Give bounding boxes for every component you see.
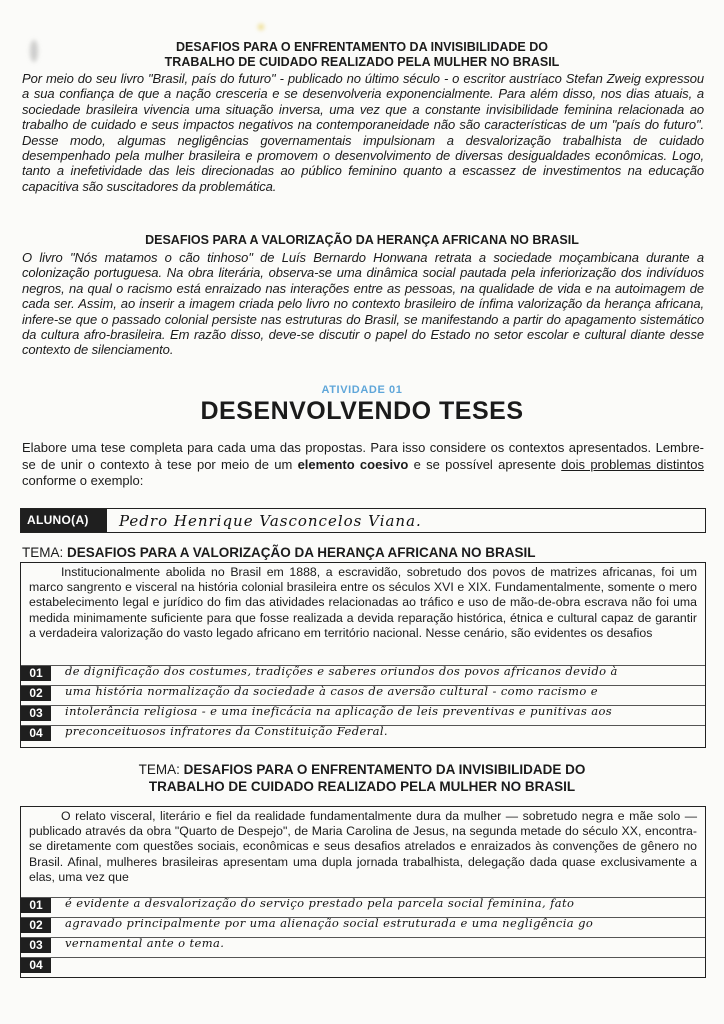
instructions-part2: e se possível apresente xyxy=(408,456,562,472)
handwritten-answer[interactable]: de dignificação dos costumes, tradições e saberes oriundos dos povos africanos devido à xyxy=(65,664,618,678)
scan-smudge xyxy=(258,24,264,30)
section1-title xyxy=(20,40,704,70)
tema1-context: Institucionalmente abolida no Brasil em 1888, a escravidão, sobretudo dos povos de matrizes africanas, foi um marco sangrento e visceral na história colonial brasileira entre os séculos XVI e XIX. Fundamentalmente, somente o mero estabelecimento legal e jurídico do fim das atividades relacionadas ao tráfico e uso de mão-de-obra escrava não foi uma medida minimamente suficiente para que fosse realizada a devida reparação histórica, étnica e cultural capaz de garantir a verdadeira valorização do vasto legado africano em território nacional. Nesse cenário, são evidentes os desafios xyxy=(29,565,697,640)
student-name-handwritten[interactable]: Pedro Henrique Vasconcelos Viana. xyxy=(119,512,422,530)
instructions-text xyxy=(22,440,704,490)
student-label: ALUNO(A) xyxy=(21,509,107,532)
line-number: 03 xyxy=(21,938,51,953)
line-number: 01 xyxy=(21,666,51,681)
line-number: 02 xyxy=(21,686,51,701)
tema1-heading xyxy=(22,545,536,560)
line-number: 03 xyxy=(21,706,51,721)
line-number: 04 xyxy=(21,726,51,741)
instructions-part3: conforme o exemplo: xyxy=(22,473,144,488)
answer-line[interactable] xyxy=(21,705,705,721)
line-number: 02 xyxy=(21,918,51,933)
handwritten-answer[interactable]: preconceituosos infratores da Constituição Federal. xyxy=(65,724,388,738)
tema1-box xyxy=(20,562,706,748)
line-number: 04 xyxy=(21,958,51,973)
line-number: 01 xyxy=(21,898,51,913)
tema2-box xyxy=(20,806,706,978)
tema2-context: O relato visceral, literário e fiel da realidade fundamentalmente dura da mulher — sobretudo negra e mãe solo — publicado através da obra "Quarto de Despejo", de Maria Carolina de Jesus, na segunda metade do século XX, encontra-se diretamente com questões sociais, econômicas e seus desafios atrelados e enraizados às convenções de gênero no Brasil. Afinal, mulheres brasileiras apresentam uma dupla jornada trabalhista, delegação dada quase exclusivamente a elas, uma vez que xyxy=(29,809,697,884)
answer-line[interactable] xyxy=(21,685,705,701)
tema2-prefix: TEMA: xyxy=(138,762,184,777)
handwritten-answer[interactable]: vernamental ante o tema. xyxy=(65,936,225,950)
handwritten-answer[interactable]: uma história normalização da sociedade à casos de aversão cultural - como racismo e xyxy=(65,684,598,698)
answer-line[interactable] xyxy=(21,957,705,973)
instructions-part1: Elabore uma tese completa para cada uma das propostas. Para isso considere os contextos apresentados. Lembre-se de unir o contexto à tese por meio de um xyxy=(22,440,704,472)
tema1-prefix: TEMA: xyxy=(22,545,68,560)
student-name-row xyxy=(20,508,706,533)
tema2-title-line2: TRABALHO DE CUIDADO REALIZADO PELA MULHER NO BRASIL xyxy=(148,779,576,794)
tema2-title-line1: DESAFIOS PARA O ENFRENTAMENTO DA INVISIBILIDADE DO xyxy=(183,762,586,777)
answer-line[interactable] xyxy=(21,665,705,681)
handwritten-answer[interactable]: intolerância religiosa - e uma ineficácia na aplicação de leis preventivas e punitivas aos xyxy=(65,704,613,718)
activity-label: ATIVIDADE 01 xyxy=(321,384,403,396)
activity-title: DESENVOLVENDO TESES xyxy=(200,397,524,425)
tema1-title: DESAFIOS PARA A VALORIZAÇÃO DA HERANÇA AFRICANA NO BRASIL xyxy=(67,545,536,560)
section1-title-line1: DESAFIOS PARA O ENFRENTAMENTO DA INVISIBILIDADE DO xyxy=(175,40,548,54)
tema2-heading xyxy=(20,761,704,795)
handwritten-answer[interactable]: agravado principalmente por uma alienação social estruturada e uma negligência go xyxy=(65,916,594,930)
answer-line[interactable] xyxy=(21,917,705,933)
instructions-underline: dois problemas distintos xyxy=(561,456,704,472)
instructions-bold: elemento coesivo xyxy=(297,456,409,472)
answer-line[interactable] xyxy=(21,897,705,913)
handwritten-answer[interactable]: é evidente a desvalorização do serviço prestado pela parcela social feminina, fato xyxy=(65,896,575,910)
answer-line[interactable] xyxy=(21,725,705,741)
section1-title-line2: TRABALHO DE CUIDADO REALIZADO PELA MULHER NO BRASIL xyxy=(164,55,560,69)
section2-title: DESAFIOS PARA A VALORIZAÇÃO DA HERANÇA AFRICANA NO BRASIL xyxy=(145,233,579,247)
section2-paragraph: O livro "Nós matamos o cão tinhoso" de Luís Bernardo Honwana retrata a sociedade moçambicana durante a colonização portuguesa. Na obra literária, observa-se uma dinâmica social pautada pela inferiorização dos indivíduos negros, na qual o racismo está enraizado nas interações entre as pessoas, na qualidade de vida e na autoimagem de cada ser. Assim, ao inserir a imagem criada pelo livro no contexto brasileiro de ínfima valorização da herança africana, infere-se que o passado colonial persiste nas estruturas do Brasil, se manifestando a partir do apagamento sistemático da cultura afro-brasileira. Em razão disso, deve-se discutir o papel do Estado no setor escolar e cultural diante desse contexto de silenciamento. xyxy=(22,250,704,358)
section1-paragraph: Por meio do seu livro "Brasil, país do futuro" - publicado no último século - o escritor austríaco Stefan Zweig expressou a sua confiança de que a nação cresceria e se desenvolveria exponencialmente. Para além disso, nos dias atuais, a sociedade brasileira vivencia uma situação inversa, uma vez que a constante invisibilidade feminina relacionada ao trabalho de cuidado e seus impactos negativos na contemporaneidade não são características de um "país do futuro". Desse modo, algumas negligências governamentais impulsionam a desvalorização trabalhista de cuidado desempenhado pela mulher brasileira e promovem o desenvolvimento de diversas desigualdades econômicas. Logo, tanto a inefetividade das leis direcionadas ao público feminino quanto a escassez de investimentos na educação capacitiva são suscitadores da problemática. xyxy=(22,71,704,194)
answer-line[interactable] xyxy=(21,937,705,953)
